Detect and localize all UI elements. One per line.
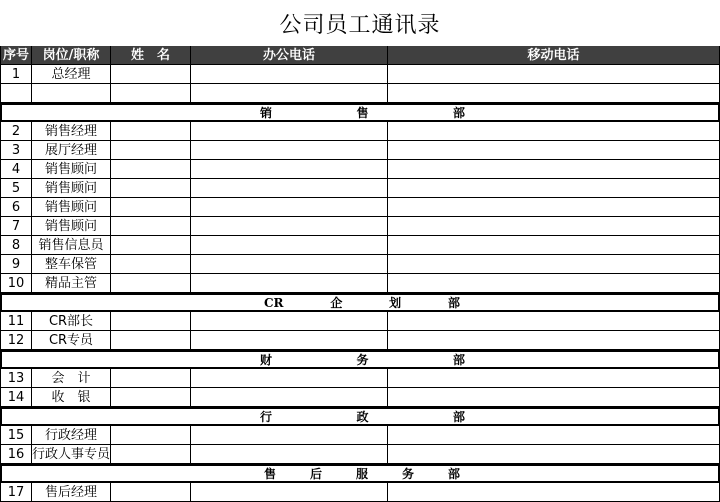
section-label — [0, 293, 720, 312]
table-row — [0, 179, 720, 198]
row-name-cell[interactable] — [111, 331, 191, 350]
table-row — [0, 84, 720, 103]
section-row — [0, 103, 720, 122]
row-index: 9 — [0, 255, 32, 274]
header-row — [0, 46, 720, 65]
row-name-cell[interactable] — [111, 65, 191, 84]
row-position: 总经理 — [32, 65, 111, 84]
table-row — [0, 217, 720, 236]
section-label — [0, 350, 720, 369]
row-mobile-phone-cell[interactable] — [388, 274, 720, 293]
header-col-index: 序号 — [0, 46, 32, 65]
row-index: 13 — [0, 369, 32, 388]
section-char: 销 — [260, 105, 273, 120]
row-mobile-phone-cell[interactable] — [388, 122, 720, 141]
row-mobile-phone-cell[interactable] — [388, 65, 720, 84]
header-col-mobile-phone: 移动电话 — [388, 46, 720, 65]
row-office-phone-cell[interactable] — [191, 179, 388, 198]
row-office-phone-cell[interactable] — [191, 369, 388, 388]
row-office-phone-cell[interactable] — [191, 141, 388, 160]
row-index: 8 — [0, 236, 32, 255]
section-char: 政 — [356, 409, 369, 424]
row-name-cell[interactable] — [111, 84, 191, 103]
row-mobile-phone-cell[interactable] — [388, 312, 720, 331]
row-position: 整车保管 — [32, 255, 111, 274]
row-mobile-phone-cell[interactable] — [388, 198, 720, 217]
row-index: 14 — [0, 388, 32, 407]
row-name-cell[interactable] — [111, 141, 191, 160]
row-name-cell[interactable] — [111, 255, 191, 274]
row-index — [0, 84, 32, 103]
table-row — [0, 274, 720, 293]
table-row — [0, 236, 720, 255]
section-char: 服 — [355, 466, 368, 481]
row-name-cell[interactable] — [111, 122, 191, 141]
row-office-phone-cell[interactable] — [191, 236, 388, 255]
page-title: 公司员工通讯录 — [279, 12, 441, 38]
row-index: 16 — [0, 445, 32, 464]
row-name-cell[interactable] — [111, 483, 191, 502]
row-position: 展厅经理 — [32, 141, 111, 160]
row-index: 5 — [0, 179, 32, 198]
row-index: 4 — [0, 160, 32, 179]
section-row — [0, 464, 720, 483]
section-char: 部 — [452, 105, 465, 120]
row-position — [32, 84, 111, 103]
row-name-cell[interactable] — [111, 388, 191, 407]
row-mobile-phone-cell[interactable] — [388, 255, 720, 274]
section-char: 务 — [401, 466, 414, 481]
row-mobile-phone-cell[interactable] — [388, 426, 720, 445]
table-row — [0, 331, 720, 350]
row-name-cell[interactable] — [111, 312, 191, 331]
table-row — [0, 312, 720, 331]
row-index: 15 — [0, 426, 32, 445]
row-index: 6 — [0, 198, 32, 217]
row-name-cell[interactable] — [111, 426, 191, 445]
row-office-phone-cell[interactable] — [191, 426, 388, 445]
row-mobile-phone-cell[interactable] — [388, 179, 720, 198]
row-office-phone-cell[interactable] — [191, 84, 388, 103]
section-char: 部 — [447, 295, 460, 310]
section-char: CR — [264, 295, 284, 310]
row-office-phone-cell[interactable] — [191, 122, 388, 141]
section-char: 务 — [356, 352, 369, 367]
row-mobile-phone-cell[interactable] — [388, 160, 720, 179]
table-row — [0, 483, 720, 502]
row-name-cell[interactable] — [111, 160, 191, 179]
row-position: 销售顾问 — [32, 198, 111, 217]
row-index: 10 — [0, 274, 32, 293]
row-name-cell[interactable] — [111, 274, 191, 293]
row-position: CR专员 — [32, 331, 111, 350]
row-mobile-phone-cell[interactable] — [388, 369, 720, 388]
row-office-phone-cell[interactable] — [191, 160, 388, 179]
row-office-phone-cell[interactable] — [191, 65, 388, 84]
row-index: 3 — [0, 141, 32, 160]
row-name-cell[interactable] — [111, 198, 191, 217]
row-position: CR部长 — [32, 312, 111, 331]
row-name-cell[interactable] — [111, 445, 191, 464]
header-col-position: 岗位/职称 — [32, 46, 111, 65]
row-name-cell[interactable] — [111, 179, 191, 198]
header-col-office-phone: 办公电话 — [191, 46, 388, 65]
row-mobile-phone-cell[interactable] — [388, 141, 720, 160]
row-index: 1 — [0, 65, 32, 84]
section-row — [0, 350, 720, 369]
section-label — [0, 407, 720, 426]
section-row — [0, 407, 720, 426]
table-row — [0, 160, 720, 179]
section-char: 财 — [260, 352, 273, 367]
table-row — [0, 369, 720, 388]
table-row — [0, 122, 720, 141]
section-char: 部 — [452, 409, 465, 424]
section-char: 企 — [330, 295, 343, 310]
row-office-phone-cell[interactable] — [191, 255, 388, 274]
row-mobile-phone-cell[interactable] — [388, 388, 720, 407]
row-office-phone-cell[interactable] — [191, 445, 388, 464]
section-char: 划 — [389, 295, 402, 310]
section-char: 售 — [356, 105, 369, 120]
row-office-phone-cell[interactable] — [191, 274, 388, 293]
row-name-cell[interactable] — [111, 236, 191, 255]
row-index: 11 — [0, 312, 32, 331]
row-office-phone-cell[interactable] — [191, 483, 388, 502]
row-mobile-phone-cell[interactable] — [388, 483, 720, 502]
row-office-phone-cell[interactable] — [191, 388, 388, 407]
table-row — [0, 445, 720, 464]
section-label — [0, 464, 720, 483]
table-row — [0, 255, 720, 274]
row-position: 销售顾问 — [32, 179, 111, 198]
row-office-phone-cell[interactable] — [191, 198, 388, 217]
row-position: 行政人事专员 — [32, 445, 111, 464]
table-row — [0, 141, 720, 160]
row-mobile-phone-cell[interactable] — [388, 331, 720, 350]
section-char: 部 — [447, 466, 460, 481]
section-label — [0, 103, 720, 122]
row-position: 销售信息员 — [32, 236, 111, 255]
section-char: 部 — [452, 352, 465, 367]
row-position: 售后经理 — [32, 483, 111, 502]
row-index: 12 — [0, 331, 32, 350]
row-position: 销售顾问 — [32, 217, 111, 236]
row-name-cell[interactable] — [111, 369, 191, 388]
row-position: 精品主管 — [32, 274, 111, 293]
row-index: 7 — [0, 217, 32, 236]
table-row — [0, 388, 720, 407]
row-index: 2 — [0, 122, 32, 141]
row-index: 17 — [0, 483, 32, 502]
row-mobile-phone-cell[interactable] — [388, 445, 720, 464]
row-mobile-phone-cell[interactable] — [388, 236, 720, 255]
row-position: 销售顾问 — [32, 160, 111, 179]
row-office-phone-cell[interactable] — [191, 331, 388, 350]
header-col-name: 姓 名 — [111, 46, 191, 65]
table-row — [0, 65, 720, 84]
row-position: 行政经理 — [32, 426, 111, 445]
table-row — [0, 198, 720, 217]
row-name-cell[interactable] — [111, 217, 191, 236]
section-row — [0, 293, 720, 312]
row-position: 会 计 — [32, 369, 111, 388]
section-char: 后 — [309, 466, 322, 481]
row-mobile-phone-cell[interactable] — [388, 84, 720, 103]
table-row — [0, 426, 720, 445]
row-office-phone-cell[interactable] — [191, 312, 388, 331]
row-mobile-phone-cell[interactable] — [388, 217, 720, 236]
row-office-phone-cell[interactable] — [191, 217, 388, 236]
section-char: 售 — [264, 466, 277, 481]
row-position: 销售经理 — [32, 122, 111, 141]
section-char: 行 — [260, 409, 273, 424]
row-position: 收 银 — [32, 388, 111, 407]
